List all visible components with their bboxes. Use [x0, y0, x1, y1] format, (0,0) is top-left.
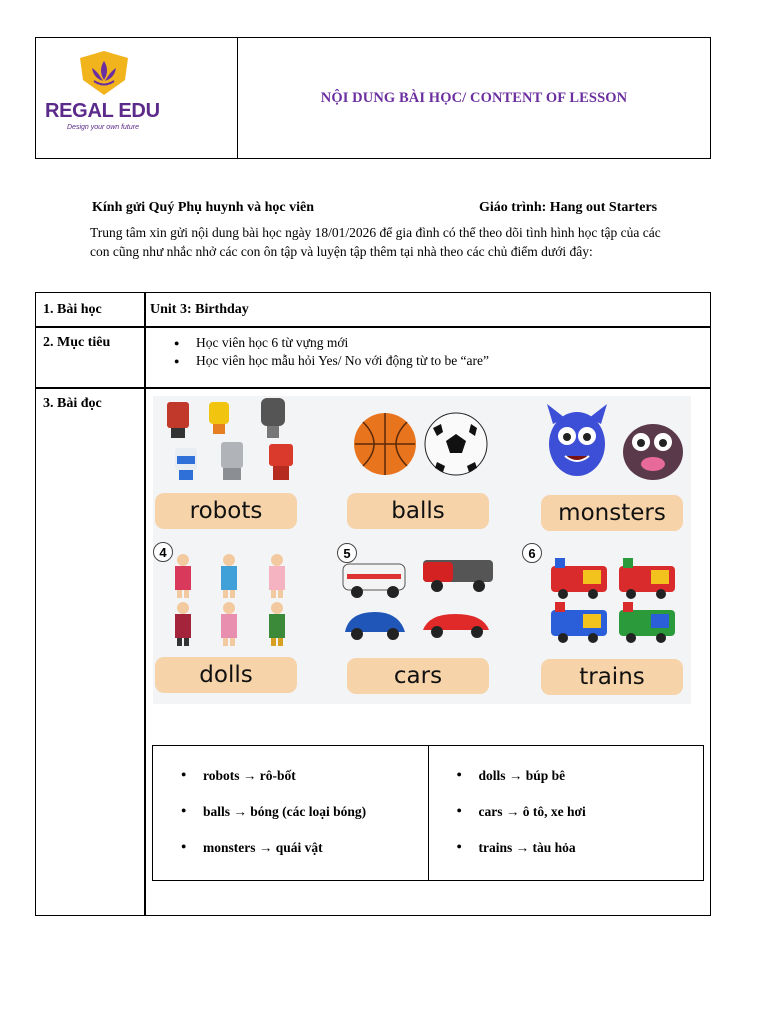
trains-image	[547, 556, 687, 648]
goal-item: ● Học viên học 6 từ vựng mới	[174, 334, 489, 352]
word-label-balls: balls	[347, 493, 489, 529]
lotus-shield-logo-icon	[78, 50, 130, 96]
word-label-dolls: dolls	[155, 657, 297, 693]
vocab-item: ● dolls → búp bê	[457, 768, 586, 804]
dolls-image	[165, 550, 305, 650]
goals-list	[174, 334, 489, 370]
page-title: NỘI DUNG BÀI HỌC/ CONTENT OF LESSON	[320, 89, 628, 106]
vocab-column-left	[153, 746, 429, 880]
goal-item: ● Học viên học mẫu hỏi Yes/ No với động từ to be “are”	[174, 352, 489, 370]
vocab-item: ● balls → bóng (các loại bóng)	[181, 804, 366, 840]
number-badge: 4	[153, 542, 173, 562]
vocab-item: ● monsters → quái vật	[181, 840, 366, 876]
intro-text: Trung tâm xin gửi nội dung bài học ngày 18/01/2026 để gia đình có thể theo dõi tình hình học tập của các con cũng như nhắc nhở các con ôn tập và luyện tập thêm tại nhà theo các chủ điểm dưới đây:	[90, 225, 661, 259]
vocab-item: ● trains → tàu hỏa	[457, 840, 586, 876]
word-label-cars: cars	[347, 658, 489, 694]
logo-cell	[36, 38, 238, 158]
logo-name: REGAL EDU	[45, 100, 160, 122]
vocabulary-box	[152, 745, 704, 881]
monsters-image	[541, 402, 691, 488]
curriculum: Giáo trình: Hang out Starters	[479, 200, 658, 215]
title-cell	[238, 38, 710, 158]
vocab-list	[181, 768, 366, 876]
vocab-column-right	[429, 746, 704, 880]
greeting: Kính gửi Quý Phụ huynh và học viên	[92, 200, 314, 215]
lesson-unit: Unit 3: Birthday	[150, 302, 249, 317]
word-label-robots: robots	[155, 493, 297, 529]
number-badge: 6	[522, 543, 542, 563]
vocab-list	[457, 768, 586, 876]
vocab-item: ● cars → ô tô, xe hơi	[457, 804, 586, 840]
row-divider	[36, 387, 710, 389]
word-label-trains: trains	[541, 659, 683, 695]
toys-picture	[153, 396, 691, 704]
vocab-item: ● robots → rô-bốt	[181, 768, 366, 804]
logo-tagline: Design your own future	[67, 124, 139, 131]
balls-image	[353, 410, 493, 480]
number-badge: 5	[337, 543, 357, 563]
row-label-reading: 3. Bài đọc	[43, 396, 102, 411]
row-label-goals: 2. Mục tiêu	[43, 335, 111, 350]
row-label-lesson: 1. Bài học	[43, 302, 102, 317]
lesson-table	[35, 292, 711, 916]
lesson-header	[35, 37, 711, 159]
robots-image	[161, 396, 301, 488]
word-label-monsters: monsters	[541, 495, 683, 531]
cars-image	[339, 554, 499, 648]
row-divider	[36, 326, 710, 328]
